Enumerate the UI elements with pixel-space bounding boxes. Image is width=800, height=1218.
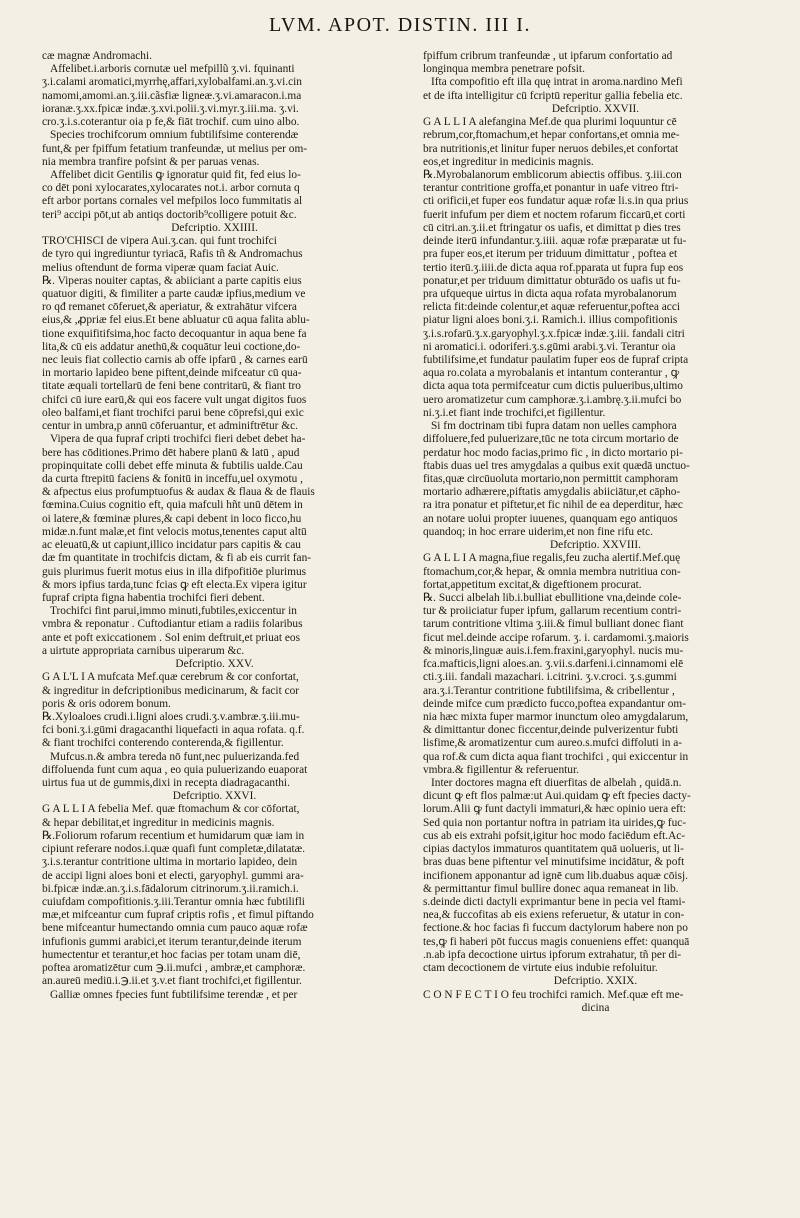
text-line: pra fuper eos,et iterum per triduum dimittatur , poftea et (423, 248, 678, 261)
text-line: uero aromatizetur cum camphoræ.ʒ.i.ambrę.ʒ.ii.mufci bo (423, 393, 682, 406)
text-line: G A L L I A febelia Mef. quæ ftomachum & cor cōfortat, (42, 803, 300, 816)
text-line: lorum.Alii ꝙ funt dactyli immaturi,& hæc opinio uera eft: (423, 803, 687, 816)
text-line: fci boni.ʒ.i.gūmi dragacanthi liquefacti in aqua rofata. q.f. (42, 724, 305, 737)
section-heading: Defcriptio. XXV. (175, 658, 254, 671)
text-line: deinde mifce cum prædicto fucco,poftea expandantur om- (423, 697, 687, 710)
text-line: bras duas bene piftentur vel minutifsime incidātur, & poft (423, 856, 685, 869)
section-heading: Defcriptio. XXVI. (172, 790, 257, 803)
text-line: ni.ʒ.i.et fiant inde trochifci,et figillentur. (423, 406, 606, 419)
text-line: eos,et ingreditur in medicinis magnis. (423, 155, 594, 168)
text-line: da curta ftrepitū faciens & fonitū in inceffu,uel oxymotu , (42, 473, 303, 485)
text-line: diffoluere,fed puluerizare,tūc ne tota circum mortario de (423, 433, 679, 446)
text-line: Galliæ omnes fpecies funt fubtilifsime terendæ , et per (50, 988, 298, 1001)
text-line: tur & proiiciatur fuper ipfum, gallarum recentium contri- (423, 605, 682, 618)
text-line: dæ fm quantitate in trochifcis dictam, & fi ab eis currit fan- (42, 552, 312, 565)
text-line: mortario adhærere,piftatis amygdalis abiiciātur,et cāpho- (423, 486, 681, 499)
text-line: quandoq; in hoc errare uiderim,et non fine rifu etc. (423, 525, 653, 538)
text-line: ʒ.i.s.rofarū.ʒ.x.garyophyl.ʒ.x.fpicæ indæ.ʒ.iii. fandali citri (423, 327, 685, 340)
text-line: et de ifta intelligitur cū fcriptū reperitur gallia febelia etc. (423, 89, 683, 102)
text-line: an.aureū mediū.i.℈.ii.et ʒ.v.et fiant trochifci,et figillentur. (42, 975, 302, 988)
text-line: cipias dactylos immaturos quantitatem quā uolueris, ut li- (423, 843, 684, 856)
text-line: G A L L I A magna,fiue regalis,feu zucha alertif.Mef.quę (423, 552, 681, 565)
text-line: TRO'CHISCI de vipera Aui.ʒ.can. qui funt trochifci (42, 235, 277, 248)
text-line: nia membra tranfire pofsint & per paruas venas. (42, 155, 260, 168)
text-line: eft arbor portans cornales vel mefpilos loco fummitatis al (42, 195, 303, 208)
text-line: Inter doctores magna eft diuerfitas de albelah , quidā.n. (431, 777, 682, 790)
section-heading: Defcriptio. XXVII. (551, 102, 640, 115)
text-line: co dēt poni xylocarates,xylocarates not.i. arbor cornuta q (42, 182, 300, 195)
section-heading: Defcriptio. XXIX. (553, 975, 638, 988)
text-line: Trochifci fint parui,immo minuti,fubtiles,exiccentur in (50, 605, 297, 618)
text-line: de accipi ligni aloes boni et electi, garyophyl. gummi ara- (42, 869, 304, 882)
text-line: fectione.& hoc facias fi fuccum dactylorum habere non po (423, 922, 688, 935)
text-line: titate æquali tortellarū de feni bene contritarū, & fiant tro (42, 380, 301, 393)
text-line: cū citri.an.ʒ.ii.et ftringatur os uafis, et dimittat p dies tres (423, 221, 681, 234)
text-line: .n.ab ipfa decoctione uirtus ipforum extrahatur, tñ per di- (423, 948, 682, 961)
text-line: poftea aromatizētur cum ℈.ii.mufci , ambræ,et camphoræ. (42, 962, 306, 975)
text-line: cro.ʒ.i.s.coterantur oia p fe,& fiāt trochif. cum uino albo. (42, 116, 300, 129)
text-line: terantur contritione groffa,et ponantur in uafe vitreo ftri- (423, 182, 679, 195)
text-line: cti.ʒ.iii. fandali mazachari. i.citrini. ʒ.v.croci. ʒ.s.gummi (423, 671, 677, 684)
text-line: G A L L I A alefangina Mef.de qua plurimi loquuntur cē (423, 116, 677, 129)
text-line: fubtilifsime,et fundatur paulatim fuper eos de fupraf cripta (423, 354, 689, 367)
text-line: melius oftendunt de forma viperæ quam faciat Auic. (42, 261, 279, 274)
section-heading: dicina (581, 1001, 610, 1014)
text-line: ʒ.i.calami aromatici,myrrhę,affari,xylobalfami.an.ʒ.vi.cin (42, 76, 302, 89)
text-line: cuiufdam compofitionis.ʒ.iii.Terantur omnia hæc fubtilifli (42, 896, 305, 908)
text-line: tione exquifitifsima,hoc facto decoquantur in aqua bene fa (42, 327, 307, 340)
text-line: quatuor digiti, & fimiliter a parte caudæ ipfius,medium ve (42, 287, 306, 300)
text-line: eius,& ,ꝓpriæ fel eius.Et bene abluatur cū aqua falita ablu- (42, 314, 310, 327)
text-line: ʒ.i.s.terantur contritione ultima in mortario lapideo, dein (42, 856, 298, 869)
text-line: ioranæ.ʒ.xx.fpicæ indæ.ʒ.xvi.polii.ʒ.vi.myr.ʒ.iii.ma. ʒ.vi. (42, 102, 299, 115)
text-line: lita,& cū eis addatur anethū,& coquātur leui coctione,do- (42, 340, 301, 353)
text-line: bere has cōditiones.Primo dēt habere planū & latū , apud (42, 446, 300, 459)
text-line: & ingreditur in defcriptionibus medicinarum, & facit cor (42, 684, 300, 697)
left-text-column (42, 50, 387, 1210)
text-line: ante et poft exiccationem . Sol enim deftruit,et priuat eos (42, 631, 300, 644)
text-line: ℞.Foliorum rofarum recentium et humidarum quæ iam in (42, 829, 305, 842)
text-line: nea,& fuccofitas ab eis exiens referuetur, & utatur in con- (423, 909, 685, 922)
text-line: bra nutritionis,et linitur fuper neruos debiles,et confortat (423, 142, 679, 155)
text-line: Affelibet dicit Gentilis ꝙ ignoratur quid fit, fed eius lo- (50, 168, 301, 181)
text-line: relicta fit:deinde colentur,et aquæ referuentur,poftea acci (423, 301, 681, 314)
text-line: funt,& per fpiffum fetatium tranfeundæ, ut melius per om- (42, 142, 308, 155)
text-line: Vipera de qua fupraf cripti trochifci fieri debet debet ha- (50, 433, 306, 446)
text-line: humectentur et terantur,et hoc facias per totam unam diē, (42, 948, 301, 961)
text-line: midæ.n.funt malæ,et fint velocis motus,tenentes caput altū (42, 525, 307, 538)
right-text-column (423, 50, 768, 1210)
text-line: ℞. Succi albelah lib.i.bulliat ebullitione vna,deinde cole- (423, 591, 682, 604)
text-line: lisfime,& aromatizentur cum aureo.s.mufci diffoluti in a- (423, 737, 683, 750)
text-line: qua rof.& cum dicta aqua fiant trochifci , qui exiccentur in (423, 750, 689, 763)
text-line: de tyro qui ingrediuntur tyriacā, Rafis tñ & Andromachus (42, 248, 303, 261)
text-line: ctam decoctionem de virtute eius indubie refoluitur. (423, 962, 658, 975)
text-line: ara.ʒ.i.Terantur contritione fubtilifsima, & cribellentur , (423, 684, 675, 697)
text-line: fortat,appetitum excitat,& digeftionem procurat. (423, 578, 642, 591)
section-heading: Defcriptio. XXVIII. (549, 539, 642, 552)
text-line: fitas,quæ circūuoluta mortario,non permittit camphoram (423, 473, 679, 485)
text-line: diffoluenda funt cum aqua , eo quia puluerizando euaporat (42, 763, 308, 776)
text-line: infufionis gummi arabici,et iterum terantur,deinde iterum (42, 935, 302, 948)
text-line: oleo balfami,et fiant trochifci parui bene cōprefsi,qui exic (42, 406, 304, 419)
text-line: bene mifceantur humectando omnia cum pauco aquæ rofæ (42, 922, 308, 935)
text-line: s.deinde dicti dactyli exprimantur bene in pecia vel ftami- (423, 896, 686, 908)
text-line: ftabis duas uel tres amygdalas a quibus exit quædā unctuo- (423, 459, 690, 472)
text-line: piatur ligni aloes boni.ʒ.i. Ramich.i. illius compofitionis (423, 314, 678, 327)
text-line: dicta aqua tota permifceatur cum dictis pulueribus,ultimo (423, 380, 683, 393)
text-line: uirtus fua ut de gummis,dixi in recepta diadragacanthi. (42, 777, 290, 790)
text-line: longinqua membra penetrare pofsit. (423, 63, 585, 76)
text-line: & permittantur fimul bullire donec aqua remaneat in lib. (423, 882, 679, 895)
text-line: & fiant trochifci conterendo conterenda,& figillentur. (42, 737, 284, 750)
text-line: ponatur,et per triduum dimittatur obturādo os uafis ut fu- (423, 274, 681, 287)
text-line: C O N F E C T I O feu trochifci ramich. Mef.quæ eft me- (423, 988, 684, 1001)
text-line: fupraf cripta figna habentia trochifci fieri debent. (42, 591, 265, 604)
text-line: dicunt ꝙ eft flos palmæ:ut Aui.quidam ꝙ eft fpecies dacty- (423, 790, 691, 803)
text-line: ℞.Myrobalanorum emblicorum abiectis offibus. ʒ.iii.con (423, 168, 682, 181)
text-line: pra ufqueque uirtus in dicta aqua rofata myrobalanorum (423, 287, 677, 300)
text-line: cti orificii,et fuper eos fundatur aquæ rofæ li.s.in qua prius (423, 195, 689, 208)
text-line: chifci cū iure earū,& qui eos facere vult ungat digitos fuos (42, 393, 307, 406)
text-line: Mufcus.n.& ambra tereda nō funt,nec puluerizanda.fed (50, 750, 300, 763)
text-line: Affelibet.i.arboris cornutæ uel mefpillũ ʒ.vi. fquinanti (50, 63, 295, 76)
text-line: cipiunt referare nodos.i.quæ quafi funt completæ,dilatatæ. (42, 843, 306, 856)
text-line: rebrum,cor,ftomachum,et hepar confortans,et omnia me- (423, 129, 680, 142)
text-line: nec leuis fiat collectio carnis ab offe ipfarū , & carnes earū (42, 354, 308, 367)
text-line: tes,ꝙ fi haberi pōt fuccus magis conueniens effet: quanquā (423, 935, 690, 948)
text-line: ficut mel.deinde accipe rofarum. ʒ. i. cardamomi.ʒ.maioris (423, 631, 689, 644)
text-line: ni aromatici.i. odoriferi.ʒ.s.gūmi arabi.ʒ.vi. Terantur oia (423, 340, 676, 353)
text-line: Ifta compofitio eft illa quę intrat in aroma.nardino Mefi (431, 76, 683, 89)
text-line: bi.fpicæ indæ.an.ʒ.i.s.fādalorum citrinorum.ʒ.ii.ramich.i. (42, 882, 299, 895)
text-line: teri⁹ accipi pōt,ut ab antiqs doctorib⁹colligere potuit &c. (42, 208, 297, 221)
text-line: fpiffum cribrum tranfeundæ , ut ipfarum confortatio ad (423, 50, 673, 62)
text-line: ℞. Viperas nouiter captas, & abiiciant a parte capitis eius (42, 274, 302, 287)
text-line: centur in umbra,p annū cōferuantur, et adminiftrētur &c. (42, 420, 298, 433)
text-line: ra itra ponatur et piftetur,et fic nihil de ea deperditur, hæc (423, 499, 683, 512)
text-line: & minoris,linguæ auis.i.fem.fraxini,garyophyl. nucis mu- (423, 644, 684, 657)
text-line: cæ magnæ Andromachi. (42, 50, 152, 62)
text-line: fca.mafticis,ligni aloes.an. ʒ.vii.s.darfeni.i.cinnamomi elē (423, 658, 684, 671)
text-line: Sed quia non portantur noftra in patriam ita uirides,ꝙ fuc- (423, 816, 687, 829)
text-line: & mors ipfius tarda,tunc fcias ꝙ eft electa.Ex vipera igitur (42, 578, 307, 591)
text-line: Si fm doctrinam tibi fupra datam non uelles camphora (431, 420, 677, 433)
text-line: in mortario lapideo bene piftent,deinde mifceatur cū qua- (42, 367, 302, 380)
text-line: oi latere,& fœminæ plures,& capi debent in loco ficco,hu (42, 512, 302, 525)
text-line: perdatur hoc modo facias,primo fic , in dicto mortario pi- (423, 446, 683, 459)
text-line: an notare uolui propter iuuenes, quanquam ego antiquos (423, 512, 678, 525)
text-line: poris & oris odorem bonum. (42, 697, 171, 710)
text-line: guis plurimus fuerit motus eius in illa difpofitiōe plurimus (42, 565, 307, 578)
text-line: ro qđ remanet cōferuet,& aperiatur, & extrahātur vifcera (42, 301, 297, 314)
text-line: vmbra & reponatur . Cuftodiantur etiam a radiis folaribus (42, 618, 303, 631)
section-heading: Defcriptio. XXIIII. (171, 221, 258, 234)
text-line: ℞.Xyloaloes crudi.i.ligni aloes crudi.ʒ.v.ambræ.ʒ.iii.mu- (42, 710, 300, 723)
text-line: ftomachum,cor,& hepar, & omnia membra nutritiua con- (423, 565, 681, 578)
text-line: Species trochifcorum omnium fubtilifsime conterendæ (50, 129, 299, 142)
text-line: namomi,amomi.an.ʒ.iii.cãsfiæ ligneæ.ʒ.vi.amaracon.i.ma (42, 89, 302, 102)
text-line: vmbra.& figillentur & referuentur. (423, 763, 579, 776)
text-line: a uirtute appropriata carnibus uiperarum &c. (42, 644, 245, 657)
text-line: nia hæc mixta fuper marmor inunctum oleo amygdalarum, (423, 710, 689, 723)
text-line: & dimittantur donec ficcentur,deinde pulverizentur fubti (423, 724, 679, 737)
text-line: ac eleuatū,& ut capiunt,illico incidatur pars capitis & cau (42, 539, 301, 552)
text-line: tertio iterū.ʒ.iiii.de dicta aqua rof.pparata ut fupra fup eos (423, 261, 684, 274)
text-line: tarum contritione vltima ʒ.iii.& fimul bulliant donec fiant (423, 618, 684, 631)
text-line: & afpectus eius profumptuofus & audax & flaua & de flauis (42, 486, 315, 499)
text-line: propinquitate colli debet effe minuta & fubtilis ualde.Cau (42, 459, 303, 472)
text-line: aqua ro.colata a myrobalanis et intantum conterantur , ꝙ (423, 367, 680, 380)
text-line: incifionem apponantur ad ignē cum lib.duabus aquæ cōisj. (423, 869, 688, 882)
text-line: & hepar debilitat,et ingreditur in medicinis magnis. (42, 816, 275, 829)
text-line: mæ,et mifceantur cum fupraf criptis rofis , et fimul piftando (42, 909, 314, 922)
text-line: fœmina.Cuius cognitio eft, quia mafculi hñt unū dētem in (42, 499, 303, 512)
running-title: LVM. APOT. DISTIN. III I. (269, 14, 531, 36)
text-line: G A L'L I A mufcata Mef.quæ cerebrum & cor confortat, (42, 671, 299, 684)
text-line: cus ab eis extrahi pofsit,igitur hoc modo faciēdum eft.Ac- (423, 829, 686, 842)
text-line: deinde iterū infundantur.ʒ.iiii. aquæ rofæ præparatæ ut fu- (423, 235, 687, 248)
text-line: fuerit infufum per diem et noctem rofarum ficcarū,et corti (423, 208, 686, 221)
